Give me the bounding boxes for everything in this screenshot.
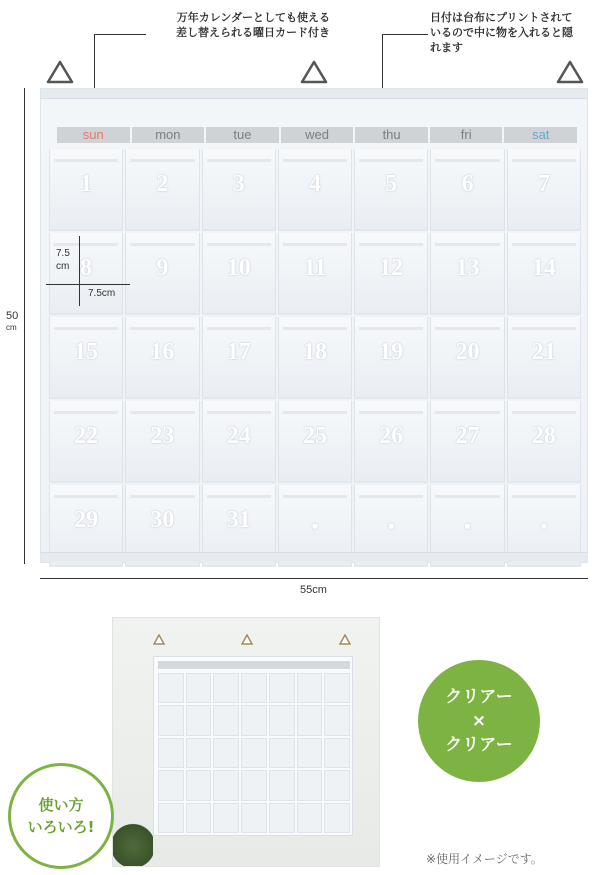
- day-number: ・: [379, 515, 404, 541]
- weekday-card-fri: fri: [430, 127, 503, 143]
- pocket-cell: [202, 149, 276, 231]
- day-number: ・: [455, 515, 480, 541]
- day-number: 3: [232, 171, 245, 197]
- day-number: 6: [461, 171, 474, 197]
- weekday-card-sun: sun: [57, 127, 130, 143]
- pocket-cell: [354, 233, 428, 315]
- pocket-cell: [125, 233, 199, 315]
- photo-pocket: [324, 673, 350, 703]
- pocket-cell: [278, 233, 352, 315]
- pocket-cell: [507, 233, 581, 315]
- photo-pocket-sheet: [153, 656, 353, 836]
- photo-pocket: [158, 803, 184, 833]
- day-number: 16: [150, 339, 175, 365]
- day-number: 31: [226, 507, 251, 533]
- day-number: 22: [74, 423, 99, 449]
- photo-pocket: [241, 738, 267, 768]
- pocket-cell: [430, 317, 504, 399]
- hanging-hook-icon: [556, 60, 584, 86]
- top-rail: [41, 89, 587, 99]
- photo-pocket: [186, 770, 212, 800]
- image-caption: ※使用イメージです。: [426, 852, 543, 866]
- photo-pocket: [186, 803, 212, 833]
- photo-pocket: [186, 738, 212, 768]
- usage-line-1: 使い方: [38, 796, 84, 814]
- width-dimension-label: 55cm: [300, 584, 327, 596]
- usage-line-2: いろいろ!: [27, 818, 95, 836]
- pocket-grid: [49, 149, 581, 567]
- day-number: 29: [74, 507, 99, 533]
- hanging-hook-icon: [46, 60, 74, 86]
- hanging-hook-icon: [339, 634, 351, 646]
- photo-pocket: [297, 803, 323, 833]
- photo-pocket: [324, 738, 350, 768]
- bottom-rail: [41, 552, 587, 562]
- pocket-height-unit: cm: [56, 261, 70, 272]
- pocket-cell: [278, 401, 352, 483]
- note-right-line-1: 日付は台布にプリントされて: [430, 11, 573, 24]
- day-number: 1: [80, 171, 93, 197]
- badge-line-3: クリアー: [445, 735, 513, 755]
- pocket-cell: [49, 233, 123, 315]
- height-dimension-line: [24, 88, 25, 564]
- photo-pocket: [158, 705, 184, 735]
- photo-pocket: [324, 705, 350, 735]
- day-number: 15: [74, 339, 99, 365]
- plant-image: [113, 816, 153, 866]
- pocket-cell: [49, 401, 123, 483]
- photo-pocket: [241, 803, 267, 833]
- photo-pocket: [241, 705, 267, 735]
- pocket-cell: [354, 149, 428, 231]
- weekday-card-wed: wed: [281, 127, 354, 143]
- note-perpetual-calendar: [140, 10, 330, 40]
- day-number: 2: [156, 171, 169, 197]
- pocket-height-value: 7.5: [56, 248, 70, 259]
- day-number: 14: [531, 255, 556, 281]
- photo-pocket: [241, 770, 267, 800]
- photo-pocket: [186, 673, 212, 703]
- note-right-leader-h: [382, 34, 428, 35]
- hanging-hook-icon: [300, 60, 328, 86]
- pocket-cell: [354, 401, 428, 483]
- height-dimension-unit: cm: [6, 323, 17, 332]
- height-dimension-value: 50: [6, 310, 19, 322]
- day-number: 12: [379, 255, 404, 281]
- photo-pocket-grid: [158, 673, 350, 833]
- photo-pocket: [213, 673, 239, 703]
- pocket-cell: [202, 233, 276, 315]
- pocket-cell: [507, 401, 581, 483]
- note-right-line-3: れます: [430, 41, 463, 54]
- photo-pocket: [297, 738, 323, 768]
- day-number: 24: [226, 423, 251, 449]
- clear-x-clear-badge: [418, 660, 540, 782]
- note-left-line-2: 差し替えられる曜日カード付き: [176, 26, 330, 39]
- photo-pocket: [297, 673, 323, 703]
- photo-pocket: [324, 803, 350, 833]
- badge-line-2: ×: [471, 711, 487, 731]
- hanging-hook-icon: [153, 634, 165, 646]
- pocket-cell: [430, 233, 504, 315]
- photo-pocket: [158, 673, 184, 703]
- pocket-cell: [507, 317, 581, 399]
- pocket-cell: [278, 317, 352, 399]
- photo-pocket: [213, 705, 239, 735]
- pocket-calendar: [40, 88, 588, 563]
- day-number: 18: [302, 339, 327, 365]
- day-number: 25: [302, 423, 327, 449]
- pocket-cell: [430, 149, 504, 231]
- pocket-cell: [202, 317, 276, 399]
- day-number: 19: [379, 339, 404, 365]
- note-right-line-2: いるので中に物を入れると隠: [430, 26, 573, 39]
- weekday-card-sat: sat: [504, 127, 577, 143]
- day-number: 8: [80, 255, 93, 281]
- pocket-cell: [125, 149, 199, 231]
- photo-pocket: [213, 770, 239, 800]
- photo-pocket: [297, 705, 323, 735]
- day-number: 17: [226, 339, 251, 365]
- pocket-cell: [278, 149, 352, 231]
- photo-weekday-row: [158, 661, 350, 669]
- day-number: 4: [308, 171, 321, 197]
- weekday-card-mon: mon: [132, 127, 205, 143]
- weekday-card-tue: tue: [206, 127, 279, 143]
- photo-pocket: [158, 770, 184, 800]
- day-number: 26: [379, 423, 404, 449]
- pocket-cell: [49, 317, 123, 399]
- pocket-cell: [430, 401, 504, 483]
- photo-pocket: [213, 738, 239, 768]
- day-number: 5: [385, 171, 398, 197]
- various-uses-badge: [8, 763, 114, 869]
- pocket-height-line: [79, 236, 80, 306]
- day-number: 20: [455, 339, 480, 365]
- photo-pocket: [269, 673, 295, 703]
- day-number: ・: [531, 515, 556, 541]
- day-number: 7: [537, 171, 550, 197]
- pocket-cell: [125, 401, 199, 483]
- photo-pocket: [297, 770, 323, 800]
- photo-pocket: [186, 705, 212, 735]
- badge-line-1: クリアー: [445, 687, 513, 707]
- pocket-cell: [354, 317, 428, 399]
- pocket-cell: [507, 149, 581, 231]
- pocket-cell: [202, 401, 276, 483]
- day-number: 30: [150, 507, 175, 533]
- pocket-cell: [125, 317, 199, 399]
- day-number: ・: [302, 515, 327, 541]
- day-number: 9: [156, 255, 169, 281]
- photo-pocket: [269, 770, 295, 800]
- note-left-line-1: 万年カレンダーとしても使える: [176, 11, 330, 24]
- day-number: 27: [455, 423, 480, 449]
- photo-pocket: [269, 705, 295, 735]
- photo-pocket: [158, 738, 184, 768]
- note-left-leader-h: [94, 34, 146, 35]
- day-number: 23: [150, 423, 175, 449]
- day-number: 11: [303, 255, 327, 281]
- photo-pocket: [324, 770, 350, 800]
- day-number: 21: [531, 339, 556, 365]
- day-number: 13: [455, 255, 480, 281]
- note-printed-dates: [430, 10, 600, 55]
- pocket-cell: [49, 149, 123, 231]
- photo-pocket: [241, 673, 267, 703]
- weekday-card-thu: thu: [355, 127, 428, 143]
- weekday-card-row: [57, 127, 577, 143]
- width-dimension-line: [40, 578, 588, 579]
- photo-pocket: [213, 803, 239, 833]
- day-number: 28: [531, 423, 556, 449]
- usage-photo: [112, 617, 380, 867]
- hanging-hook-icon: [241, 634, 253, 646]
- pocket-width-line: [46, 284, 130, 285]
- photo-pocket: [269, 803, 295, 833]
- pocket-width-label: 7.5cm: [88, 288, 116, 299]
- photo-pocket: [269, 738, 295, 768]
- day-number: 10: [226, 255, 251, 281]
